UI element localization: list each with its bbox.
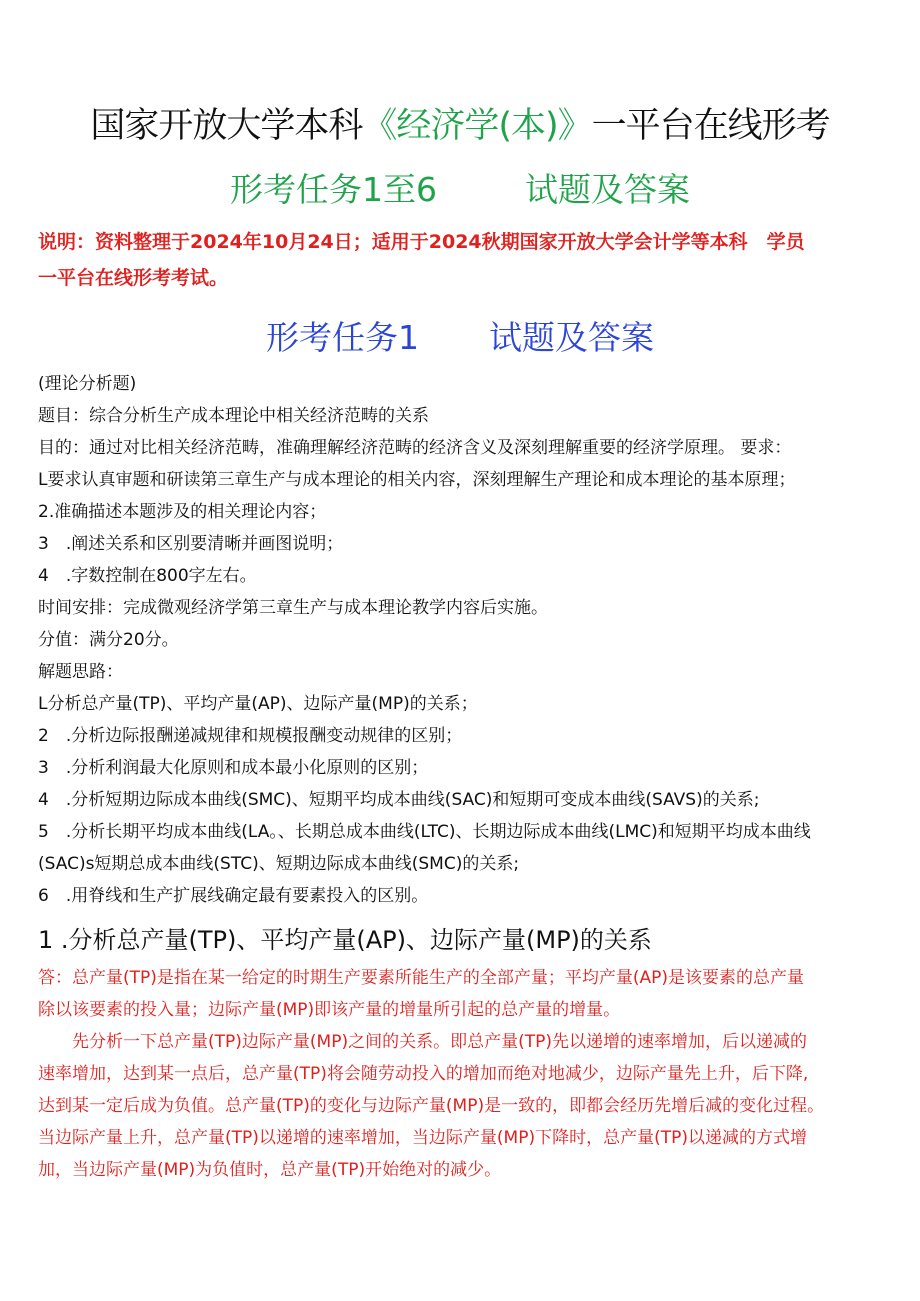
question-line: L分析总产量(TP)、平均产量(AP)、边际产量(MP)的关系； (38, 694, 478, 714)
question-line: 6 .用脊线和生产扩展线确定最有要素投入的区别。 (38, 886, 429, 906)
document-title (0, 104, 920, 148)
question-line: 分值：满分20分。 (38, 630, 179, 650)
question-line: 4 .分析短期边际成本曲线(SMC)、短期平均成本曲线(SAC)和短期可变成本曲线(SAVS)的关系; (38, 790, 760, 810)
question-line: 解题思路： (38, 662, 123, 682)
question-line: 5 .分析长期平均成本曲线(LA。、长期总成本曲线(LTC)、长期边际成本曲线(LMC)和短期平均成本曲线 (38, 822, 811, 842)
title-suffix: 一平台在线形考 (591, 106, 830, 146)
answer-line: 加，当边际产量(MP)为负值时，总产量(TP)开始绝对的减少。 (38, 1160, 502, 1180)
document-note (38, 224, 894, 296)
section-heading: 1 .分析总产量(TP)、平均产量(AP)、边际产量(MP)的关系 (38, 926, 652, 954)
answer-line: 达到某一定后成为负值。总产量(TP)的变化与边际产量(MP)是一致的，即都会经历先增后减的变化过程。 (38, 1096, 825, 1116)
answer-body (38, 962, 894, 1186)
note-line-1: 说明：资料整理于2024年10月24日；适用于2024秋期国家开放大学会计学等本科 学员 (38, 231, 805, 253)
answer-line: 除以该要素的投入量；边际产量(MP)即该产量的增量所引起的总产量的增量。 (38, 1000, 621, 1020)
question-line: 2.准确描述本题涉及的相关理论内容； (38, 502, 327, 522)
answer-line: 先分析一下总产量(TP)边际产量(MP)之间的关系。即总产量(TP)先以递增的速率增加，后以递减的 (38, 1032, 807, 1052)
question-line: 3 .阐述关系和区别要清晰并画图说明； (38, 534, 344, 554)
question-line: (SAC)s短期总成本曲线(STC)、短期边际成本曲线(SMC)的关系; (38, 854, 520, 874)
question-line: 题目：综合分析生产成本理论中相关经济范畴的关系 (38, 406, 429, 426)
question-line: 3 .分析利润最大化原则和成本最小化原则的区别； (38, 758, 429, 778)
question-line: 时间安排：完成微观经济学第三章生产与成本理论教学内容后实施。 (38, 598, 548, 618)
question-line: 2 .分析边际报酬递减规律和规模报酬变动规律的区别； (38, 726, 463, 746)
question-line: L要求认真审题和研读第三章生产与成本理论的相关内容，深刻理解生产理论和成本理论的基本原理； (38, 470, 796, 490)
question-body (38, 368, 894, 912)
title-prefix: 国家开放大学本科 (90, 106, 363, 146)
task-title-right: 试题及答案 (489, 318, 654, 357)
question-line: 目的：通过对比相关经济范畴，准确理解经济范畴的经济含义及深刻理解重要的经济学原理。 要求： (38, 438, 792, 458)
question-line: 4 .字数控制在800字左右。 (38, 566, 257, 586)
answer-line: 答：总产量(TP)是指在某一给定的时期生产要素所能生产的全部产量；平均产量(AP)是该要素的总产量 (38, 968, 805, 988)
answer-line: 速率增加，达到某一点后，总产量(TP)将会随劳动投入的增加而绝对地减少，边际产量先上升，后下降, (38, 1064, 809, 1084)
title-course: 《经济学(本)》 (362, 106, 592, 146)
question-line: (理论分析题) (38, 374, 137, 394)
subtitle-right: 试题及答案 (525, 170, 690, 209)
subtitle-left: 形考任务1至6 (230, 170, 437, 209)
note-line-2: 一平台在线形考考试。 (38, 267, 229, 289)
answer-line: 当边际产量上升，总产量(TP)以递增的速率增加，当边际产量(MP)下降时，总产量(TP)以递减的方式增 (38, 1128, 807, 1148)
document-subtitle (0, 168, 920, 212)
task-title-left: 形考任务1 (266, 318, 419, 357)
task-title (0, 316, 920, 360)
